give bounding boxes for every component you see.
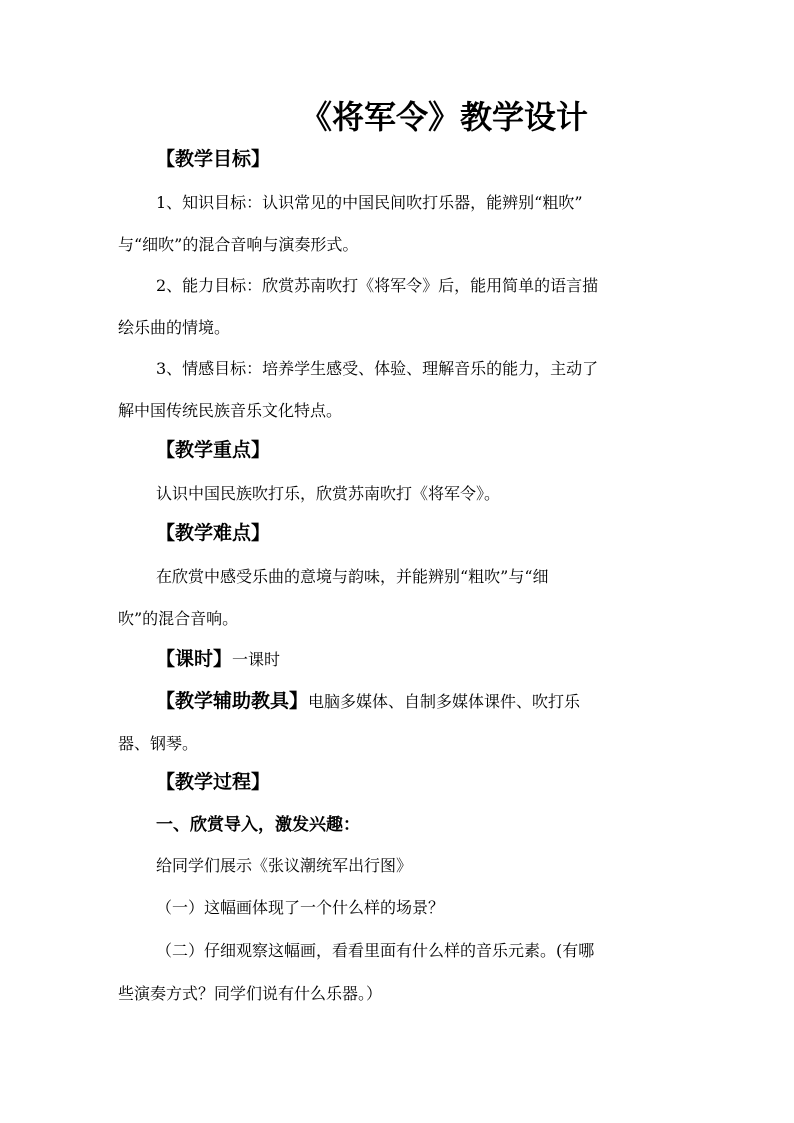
objective-2-line-2: 绘乐曲的情境。 bbox=[118, 318, 231, 337]
objective-3-line-1: 3、情感目标：培养学生感受、体验、理解音乐的能力，主动了 bbox=[156, 359, 599, 378]
aids-text: 电脑多媒体、自制多媒体课件、吹打乐 bbox=[308, 692, 581, 711]
objective-3-line-2: 解中国传统民族音乐文化特点。 bbox=[118, 401, 343, 420]
aids-line-2: 器、钢琴。 bbox=[118, 734, 199, 753]
key-points-heading: 【教学重点】 bbox=[156, 439, 271, 461]
process-section-1-title: 一、欣赏导入，激发兴趣： bbox=[156, 815, 360, 835]
class-hours-heading: 【课时】 bbox=[156, 648, 233, 670]
objective-2-line-1: 2、能力目标：欣赏苏南吹打《将军令》后，能用简单的语言描 bbox=[156, 276, 599, 295]
objective-1-line-2: 与“细吹”的混合音响与演奏形式。 bbox=[118, 235, 359, 254]
objectives-heading: 【教学目标】 bbox=[156, 148, 271, 170]
aids-heading: 【教学辅助教具】 bbox=[156, 690, 309, 712]
document-title: 《将军令》教学设计 bbox=[300, 98, 589, 136]
process-question-1: （一）这幅画体现了一个什么样的场景？ bbox=[156, 898, 445, 917]
class-hours-line bbox=[156, 646, 280, 673]
difficulties-line-2: 吹”的混合音响。 bbox=[118, 609, 239, 628]
difficulties-heading: 【教学难点】 bbox=[156, 522, 271, 544]
process-heading: 【教学过程】 bbox=[156, 771, 271, 793]
process-question-2-line-2: 些演奏方式？同学们说有什么乐器。） bbox=[118, 984, 383, 1003]
class-hours-text: 一课时 bbox=[232, 650, 281, 669]
aids-line-1 bbox=[156, 688, 580, 715]
process-question-2-line-1: （二）仔细观察这幅画，看看里面有什么样的音乐元素。(有哪 bbox=[156, 941, 595, 960]
difficulties-line-1: 在欣赏中感受乐曲的意境与韵味，并能辨别“粗吹”与“细 bbox=[156, 567, 549, 586]
objective-1-line-1: 1、知识目标：认识常见的中国民间吹打乐器，能辨别“粗吹” bbox=[156, 193, 583, 212]
key-points-text: 认识中国民族吹打乐，欣赏苏南吹打《将军令》。 bbox=[156, 484, 501, 503]
process-intro: 给同学们展示《张议潮统军出行图》 bbox=[156, 856, 413, 875]
